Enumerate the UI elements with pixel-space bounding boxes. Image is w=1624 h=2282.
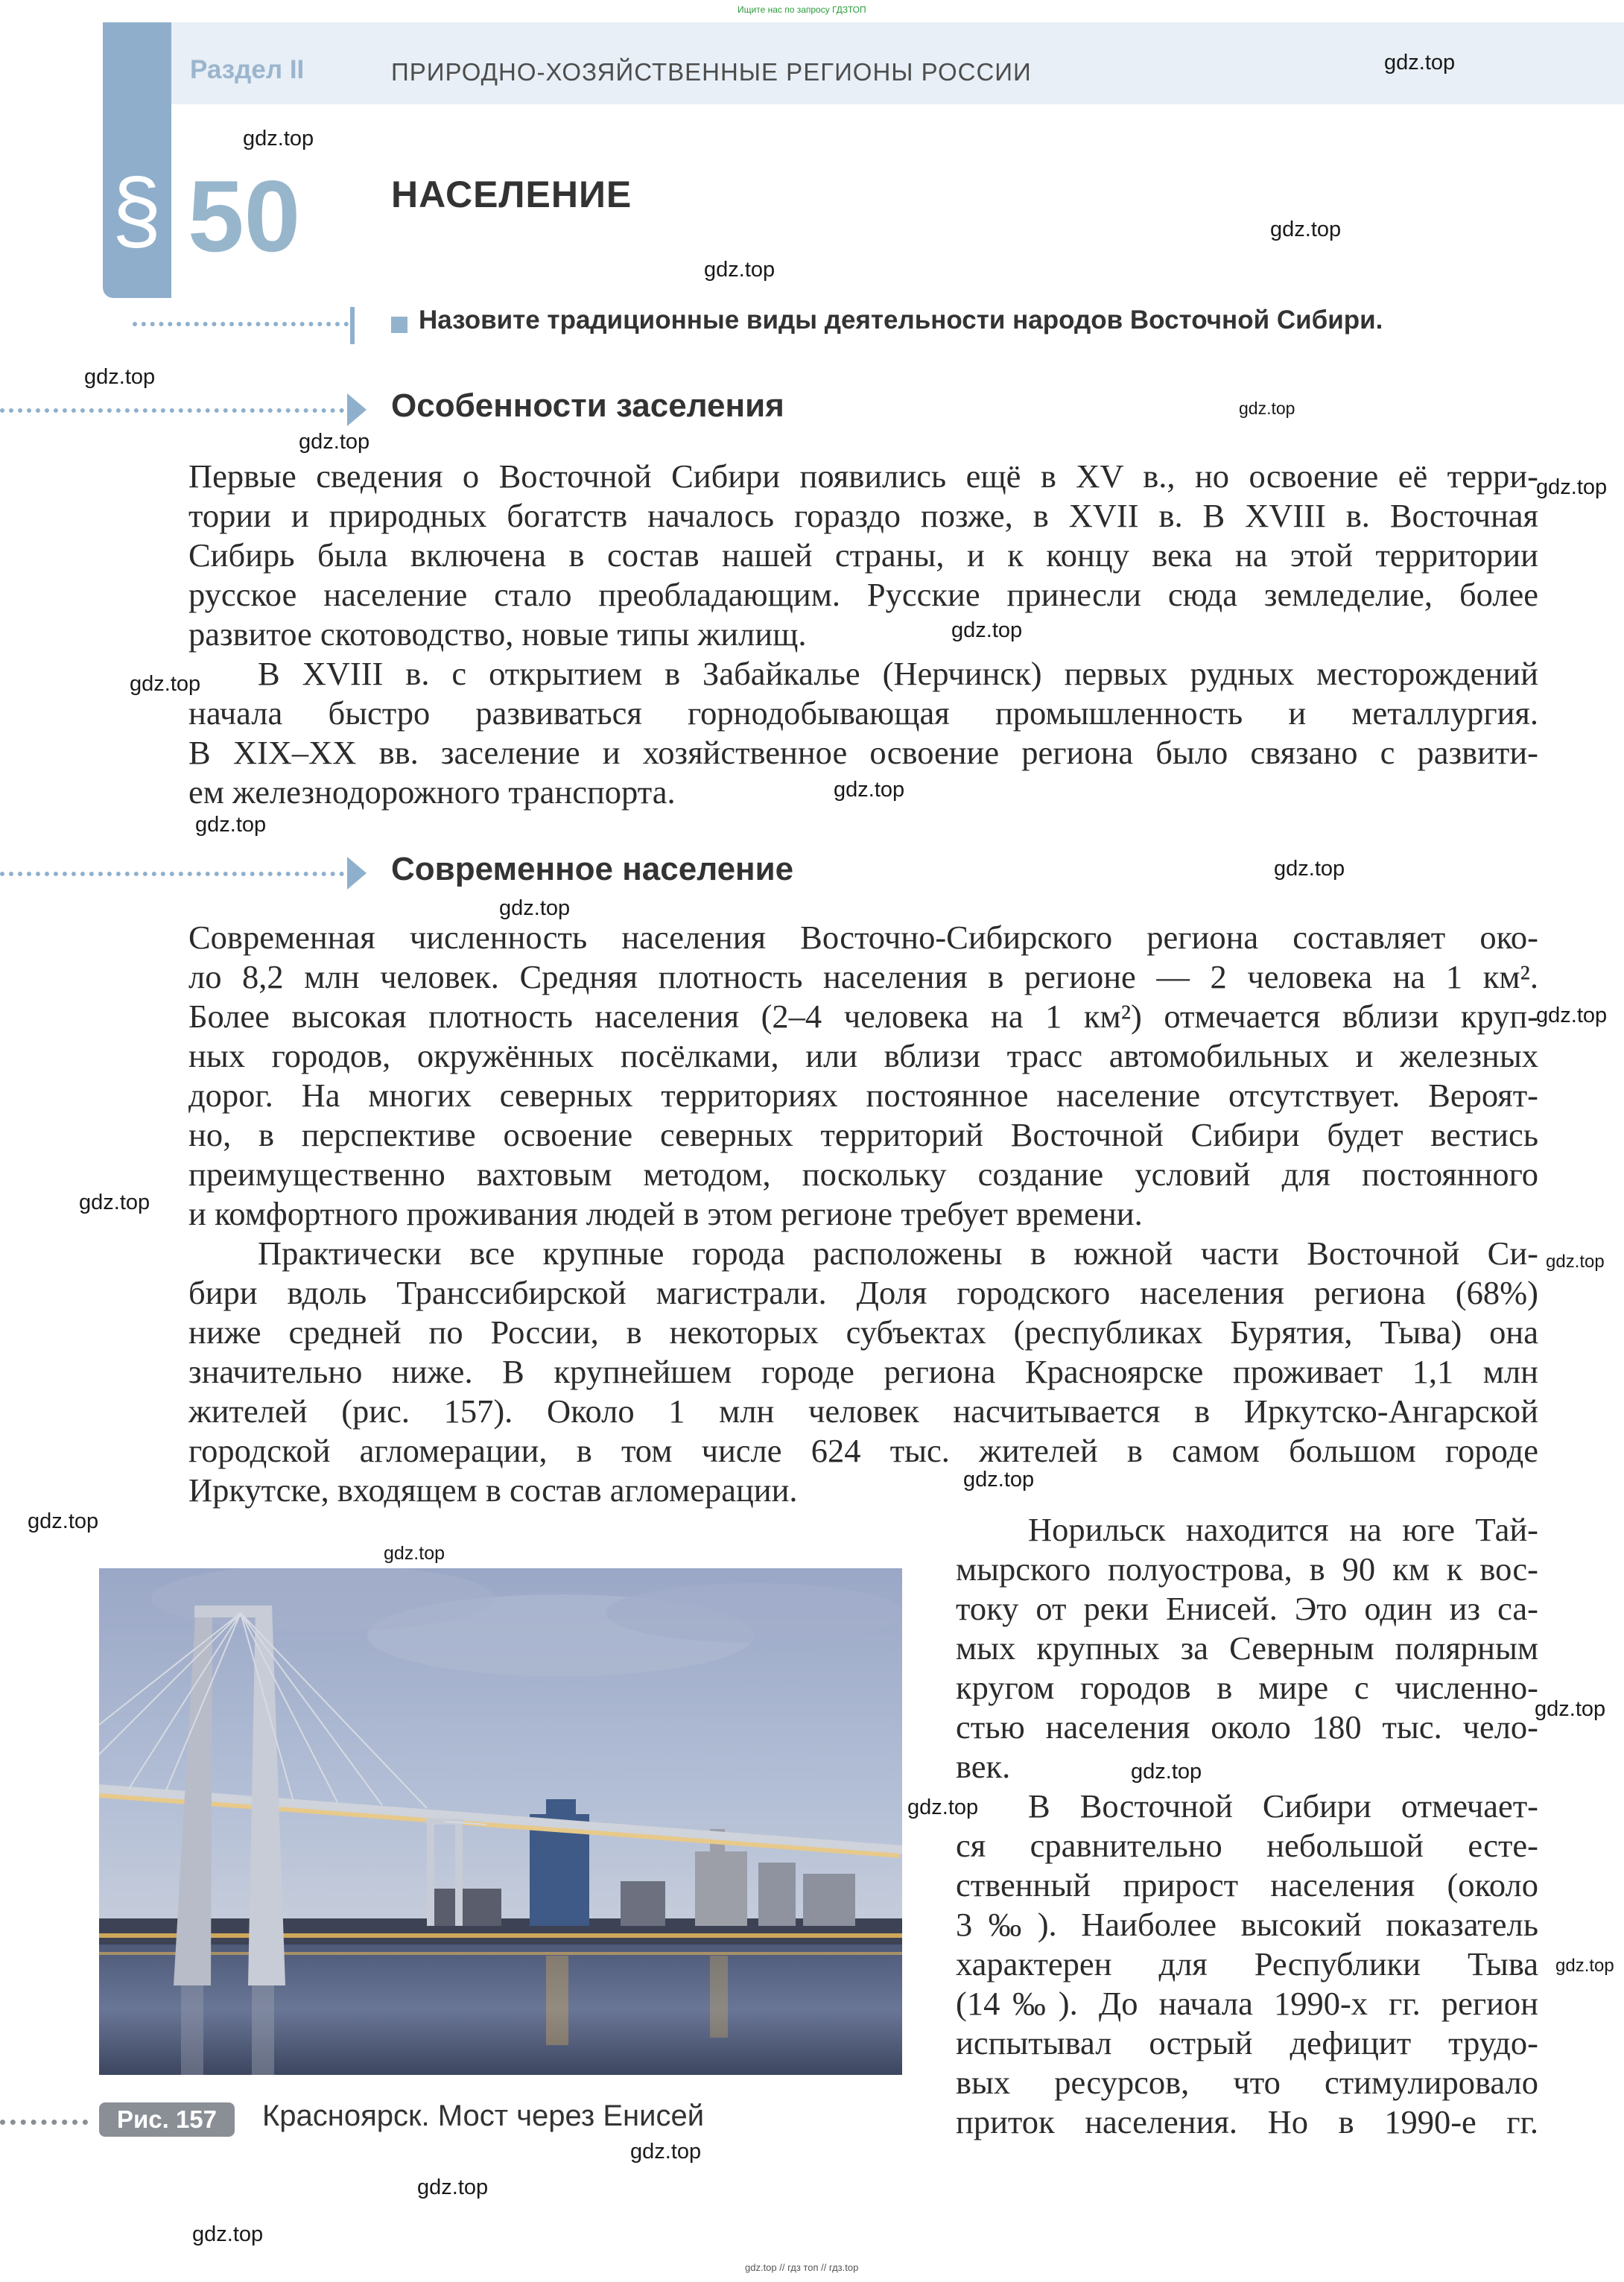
column-line: мых крупных за Северным полярным [956, 1629, 1538, 1667]
column-line: кругом городов в мире с численно- [956, 1669, 1538, 1706]
column-line: испытывал острый дефицит трудо- [956, 2024, 1538, 2061]
body-line: Практически все крупные города расположены в южной части Восточной Си- [258, 1235, 1538, 1272]
body-line: бири вдоль Транссибирской магистрали. Доля городского населения региона (68%) [188, 1274, 1538, 1311]
bottom-note: gdz.top // гдз топ // гдз.top [745, 2262, 859, 2273]
body-line: Сибирь была включена в состав нашей страны, и к концу века на этой территории [188, 536, 1538, 574]
body-line: Современная численность населения Восточно-Сибирского региона составляет око- [188, 919, 1538, 956]
figure-dotted-line [0, 2120, 88, 2125]
question-square-icon [391, 317, 407, 333]
body-line: ло 8,2 млн человек. Средняя плотность населения в регионе — 2 человека на 1 км². [188, 958, 1538, 995]
watermark: gdz.top [834, 778, 905, 802]
section-2-heading: Современное население [391, 851, 794, 887]
watermark: gdz.top [192, 2222, 264, 2246]
watermark: gdz.top [1555, 1956, 1614, 1976]
column-line: вых ресурсов, что стимулировало [956, 2064, 1538, 2101]
body-line: Первые сведения о Восточной Сибири появились ещё в XV в., но освоение её терри- [188, 457, 1538, 495]
column-line: мырского полуострова, в 90 км к вос- [956, 1550, 1538, 1588]
section-1-arrow-icon [347, 393, 367, 426]
body-line: В XIX–XX вв. заселение и хозяйственное освоение региона было связано с развити- [188, 734, 1538, 771]
watermark: gdz.top [704, 258, 775, 282]
column-line: 3‰). Наиболее высокий показатель [956, 1906, 1538, 1943]
column-line: Норильск находится на юге Тай- [1028, 1511, 1538, 1548]
section-title: ПРИРОДНО-ХОЗЯЙСТВЕННЫЕ РЕГИОНЫ РОССИИ [391, 58, 1032, 86]
body-line: развитое скотоводство, новые типы жилищ. [188, 615, 807, 653]
top-note: Ищите нас по запросу ГДЗТОП [738, 4, 866, 15]
figure-caption: Красноярск. Мост через Енисей [262, 2099, 705, 2132]
watermark: gdz.top [1536, 475, 1608, 499]
body-line: ем железнодорожного транспорта. [188, 773, 676, 811]
question-bar [350, 307, 355, 344]
body-line: ниже средней по России, в некоторых субъектах (республиках Бурятия, Тыва) она [188, 1313, 1538, 1351]
bridge-photo-illustration [99, 1568, 902, 2075]
watermark: gdz.top [28, 1509, 99, 1533]
watermark: gdz.top [130, 672, 201, 696]
column-line: век. [956, 1748, 1011, 1785]
figure-photo [99, 1568, 902, 2075]
body-line: начала быстро развиваться горнодобывающая промышленность и металлургия. [188, 694, 1538, 732]
watermark: gdz.top [84, 365, 156, 389]
watermark: gdz.top [1274, 857, 1345, 881]
watermark: gdz.top [417, 2175, 489, 2199]
section-2-arrow-icon [347, 857, 367, 890]
body-line: Иркутске, входящем в состав агломерации. [188, 1471, 798, 1509]
column-line: ся сравнительно небольшой есте- [956, 1827, 1538, 1864]
watermark: gdz.top [951, 618, 1023, 642]
watermark: gdz.top [243, 127, 314, 150]
figure-label-badge: Рис. 157 [99, 2102, 235, 2137]
watermark: gdz.top [195, 813, 267, 837]
watermark: gdz.top [79, 1191, 150, 1214]
chapter-title: НАСЕЛЕНИЕ [391, 174, 632, 215]
body-line: Более высокая плотность населения (2–4 человека на 1 км²) отмечается вблизи круп- [188, 998, 1538, 1035]
watermark: gdz.top [384, 1543, 445, 1564]
watermark: gdz.top [1131, 1760, 1202, 1784]
question-dotted-line [133, 322, 349, 326]
body-line: дорог. На многих северных территориях постоянное население отсутствует. Вероят- [188, 1077, 1538, 1114]
watermark: gdz.top [1546, 1252, 1605, 1272]
watermark: gdz.top [299, 430, 370, 454]
column-line: характерен для Республики Тыва [956, 1945, 1538, 1983]
section-1-heading: Особенности заселения [391, 387, 784, 424]
body-line: но, в перспективе освоение северных территорий Восточной Сибири будет вестись [188, 1116, 1538, 1153]
column-line: ственный прирост населения (около [956, 1866, 1538, 1904]
section-label: Раздел II [190, 55, 305, 84]
paragraph-number: 50 [188, 159, 301, 273]
section-1-dotted-line [0, 408, 344, 413]
column-line: В Восточной Сибири отмечает- [1028, 1787, 1538, 1825]
watermark: gdz.top [1384, 51, 1456, 75]
watermark: gdz.top [499, 896, 571, 920]
body-line: В XVIII в. с открытием в Забайкалье (Нерчинск) первых рудных месторождений [258, 655, 1538, 692]
watermark: gdz.top [1270, 218, 1342, 241]
paragraph-mark: § [112, 160, 162, 260]
body-line: значительно ниже. В крупнейшем городе региона Красноярске проживает 1,1 млн [188, 1353, 1538, 1390]
body-line: преимущественно вахтовым методом, поскольку создание условий для постоянного [188, 1156, 1538, 1193]
body-line: жителей (рис. 157). Около 1 млн человек насчитывается в Иркутско-Ангарской [188, 1392, 1538, 1430]
body-line: и комфортного проживания людей в этом регионе требует времени. [188, 1195, 1143, 1232]
watermark: gdz.top [1239, 399, 1295, 418]
column-line: приток населения. Но в 1990-е гг. [956, 2103, 1538, 2140]
watermark: gdz.top [907, 1796, 979, 1819]
watermark: gdz.top [630, 2140, 702, 2164]
column-line: стью населения около 180 тыс. чело- [956, 1708, 1538, 1746]
body-line: русское население стало преобладающим. Русские принесли сюда земледелие, более [188, 576, 1538, 613]
watermark: gdz.top [1535, 1697, 1606, 1721]
section-2-dotted-line [0, 872, 344, 876]
body-line: городской агломерации, в том числе 624 тыс. жителей в самом большом городе [188, 1432, 1538, 1469]
column-line: (14‰). До начала 1990-х гг. регион [956, 1985, 1538, 2022]
question-text: Назовите традиционные виды деятельности народов Восточной Сибири. [419, 305, 1383, 335]
watermark: gdz.top [963, 1468, 1035, 1492]
body-line: тории и природных богатств началось гораздо позже, в XVII в. В XVIII в. Восточная [188, 497, 1538, 534]
body-line: ных городов, окружённых посёлками, или вблизи трасс автомобильных и железных [188, 1037, 1538, 1074]
column-line: току от реки Енисей. Это один из са- [956, 1590, 1538, 1627]
watermark: gdz.top [1536, 1004, 1608, 1027]
